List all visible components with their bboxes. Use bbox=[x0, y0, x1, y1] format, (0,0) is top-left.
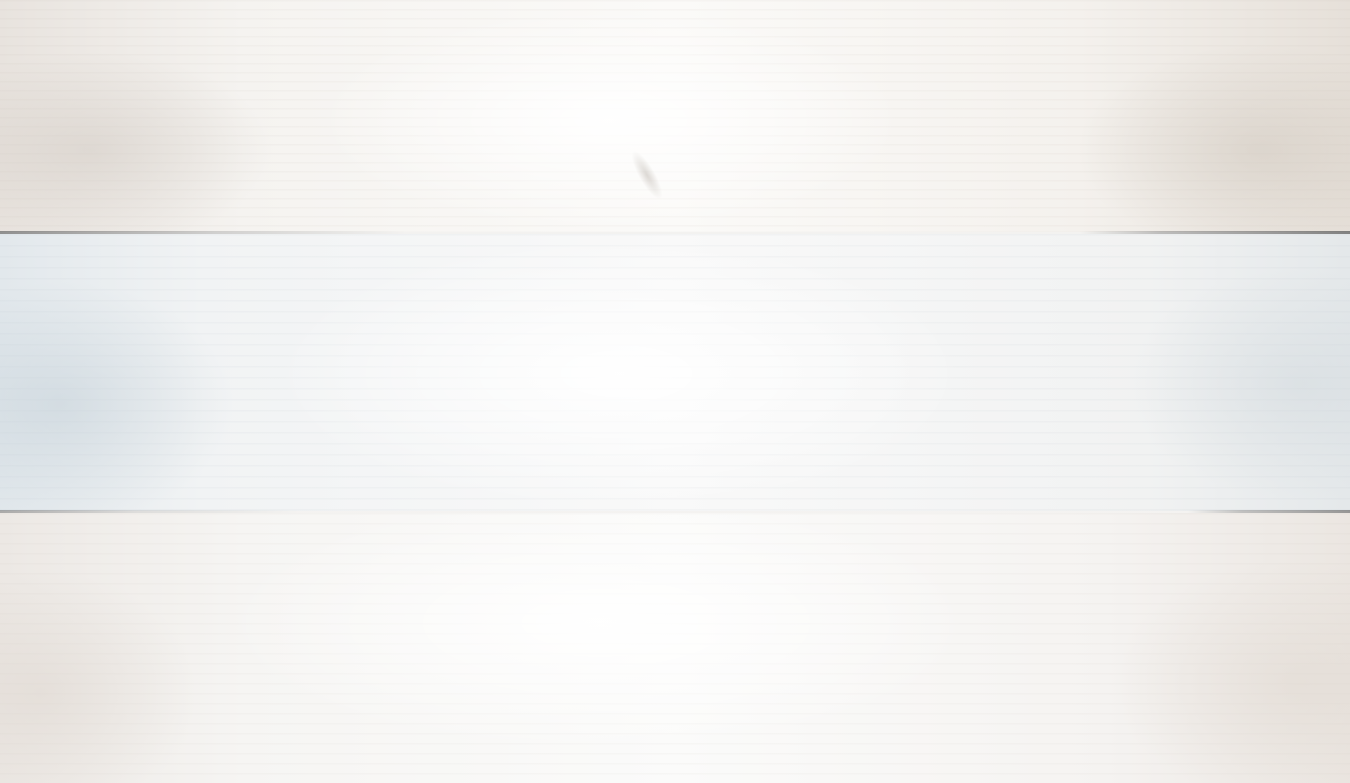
plank-top bbox=[0, 0, 1350, 232]
plank-bottom bbox=[0, 513, 1350, 783]
plank-middle bbox=[0, 234, 1350, 511]
wood-knot bbox=[599, 127, 695, 223]
